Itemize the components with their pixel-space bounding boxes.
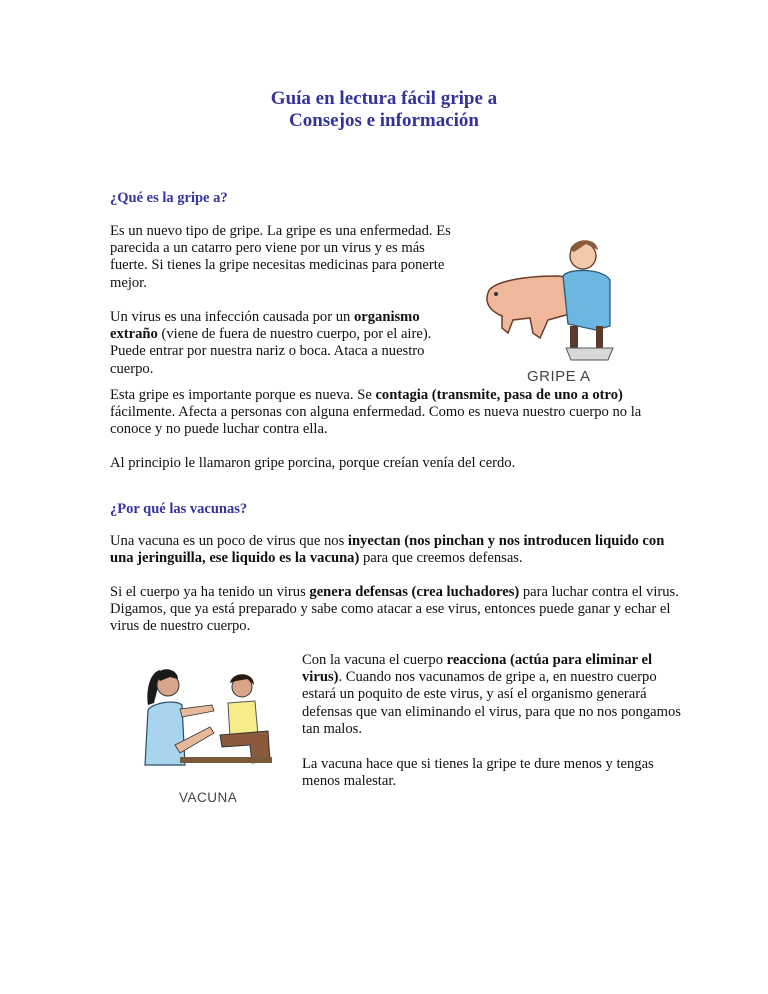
text: para luchar contra el virus. Digamos, que ya está preparado y sabe como atacar a ese virus, entonces puede ganar y echar el virus de nuestro cuerpo. bbox=[110, 584, 679, 635]
bold-term: reacciona (actúa para eliminar el virus) bbox=[302, 652, 653, 686]
text: Una vacuna es un poco de virus que nos bbox=[110, 533, 348, 549]
section-heading-why-vaccines: ¿Por qué las vacunas? bbox=[110, 501, 248, 517]
paragraph bbox=[110, 533, 680, 567]
title-line-2: Consejos e información bbox=[289, 110, 479, 131]
section-heading-what-is: ¿Qué es la gripe a? bbox=[110, 190, 228, 206]
paragraph bbox=[110, 309, 455, 378]
document-title bbox=[0, 88, 768, 132]
text: Con la vacuna el cuerpo bbox=[302, 652, 447, 668]
figure-caption: GRIPE A bbox=[527, 368, 591, 385]
paragraph bbox=[110, 584, 690, 636]
paragraph: Es un nuevo tipo de gripe. La gripe es una enfermedad. Es parecida a un catarro pero viene por un virus y es más fuerte. Si tienes la gripe necesitas medicinas para ponerte mejor. bbox=[110, 223, 451, 291]
text: Un virus es una infección causada por un bbox=[110, 309, 354, 325]
paragraph: La vacuna hace que si tienes la gripe te dure menos y tengas menos malestar. bbox=[302, 756, 654, 790]
text: Esta gripe es importante porque es nueva. Se bbox=[110, 387, 376, 403]
text: Si el cuerpo ya ha tenido un virus bbox=[110, 584, 310, 600]
bold-term: inyectan (nos pinchan y nos introducen liquido con una jeringuilla, ese liquido es la vacuna) bbox=[110, 533, 665, 567]
text: fácilmente. Afecta a personas con alguna enfermedad. Como es nueva nuestro cuerpo no la conoce y no puede luchar contra ella. bbox=[110, 404, 642, 438]
text: para que creemos defensas. bbox=[359, 550, 523, 567]
pig-and-sick-person-icon bbox=[478, 228, 618, 368]
nurse-vaccinating-child-icon bbox=[140, 665, 275, 770]
bold-term: genera defensas (crea luchadores) bbox=[309, 584, 520, 600]
title-line-1: Guía en lectura fácil gripe a bbox=[270, 88, 498, 109]
paragraph bbox=[302, 652, 682, 738]
bold-term: contagia (transmite, pasa de uno a otro) bbox=[375, 387, 623, 403]
paragraph: Al principio le llamaron gripe porcina, porque creían venía del cerdo. bbox=[110, 455, 516, 471]
paragraph bbox=[110, 387, 680, 439]
text: . Cuando nos vacunamos de gripe a, en nuestro cuerpo estará un poquito de este virus, y así el organismo generará defensas que van eliminando el virus, para que no nos pongamos tan malos. bbox=[302, 669, 681, 737]
bold-term: organismo extraño bbox=[110, 309, 420, 343]
text: (viene de fuera de nuestro cuerpo, por el aire). Puede entrar por nuestra nariz o boca. Ataca a nuestro cuerpo. bbox=[110, 326, 432, 377]
figure-caption: VACUNA bbox=[179, 790, 238, 805]
